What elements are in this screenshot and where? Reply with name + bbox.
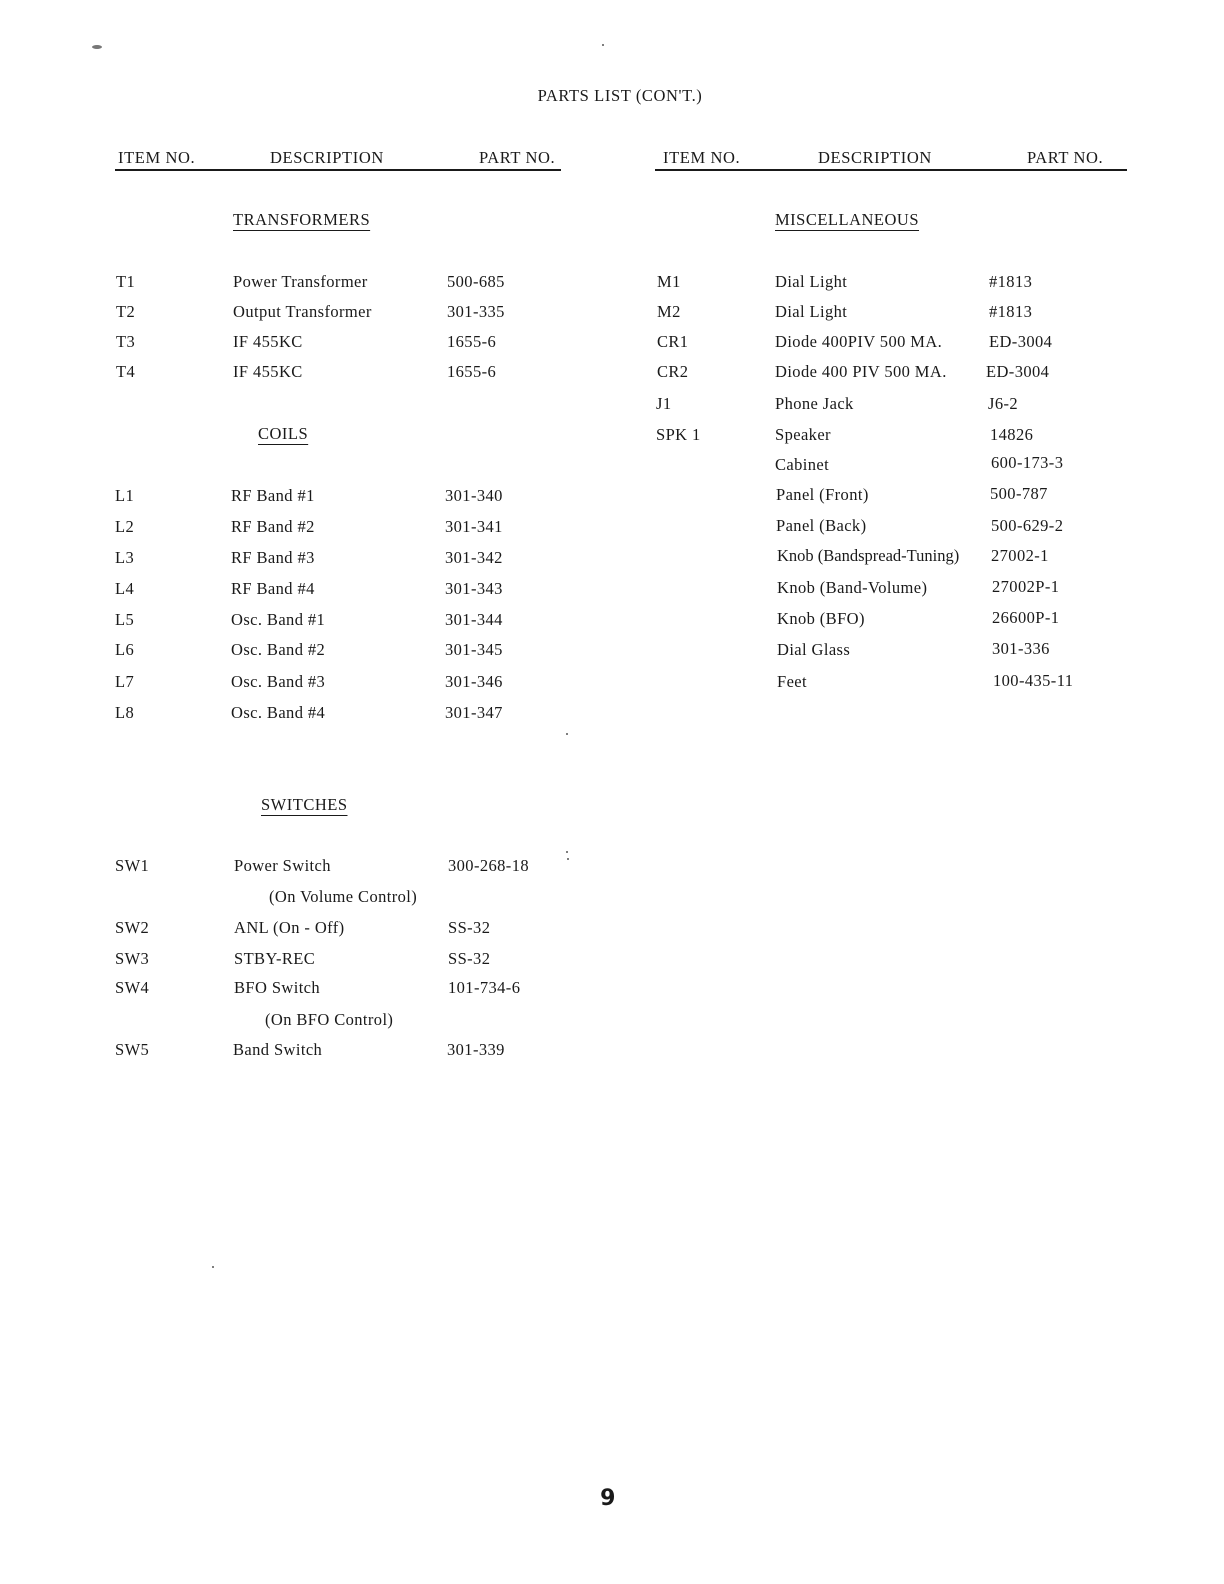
misc-description: Phone Jack [775,394,854,413]
coil-item: L8 [115,703,135,722]
misc-description: Knob (Band-Volume) [777,578,928,597]
scan-speck [567,858,569,860]
misc-item: CR2 [657,362,689,381]
coil-description: RF Band #2 [231,517,315,536]
coil-description: Osc. Band #2 [231,640,326,659]
left-header-item-no: ITEM NO. [118,148,196,167]
transformer-part: 301-335 [447,302,505,321]
switch-description: Band Switch [233,1040,323,1059]
misc-part: #1813 [989,272,1033,291]
misc-item: M2 [657,302,681,321]
transformer-description: Power Transformer [233,272,368,291]
misc-description: Cabinet [775,455,830,474]
misc-part: ED-3004 [989,332,1053,351]
coil-item: L3 [115,548,135,567]
transformer-item: T1 [116,272,136,291]
coil-description: RF Band #3 [231,548,315,567]
misc-description: Knob (BFO) [777,609,865,628]
switch-description: ANL (On - Off) [234,918,345,937]
misc-description: Knob (Bandspread-Tuning) [777,546,960,565]
misc-description: Dial Light [775,302,848,321]
switch-description: STBY-REC [234,949,316,968]
coil-item: L4 [115,579,135,598]
misc-part: 26600P-1 [992,608,1060,627]
right-header-description: DESCRIPTION [818,148,932,167]
transformer-item: T4 [116,362,136,381]
section-heading-transformers: TRANSFORMERS [233,210,371,229]
coil-part: 301-344 [445,610,503,629]
left-header-rule [115,169,561,171]
misc-item: CR1 [657,332,689,351]
right-header-item-no: ITEM NO. [663,148,741,167]
misc-part: J6-2 [988,394,1019,413]
scan-speck [212,1266,214,1268]
section-heading-switches: SWITCHES [261,795,348,814]
misc-description: Feet [777,672,808,691]
misc-description: Panel (Front) [776,485,869,504]
coil-part: 301-340 [445,486,503,505]
misc-part: 500-787 [990,484,1048,503]
coil-description: Osc. Band #1 [231,610,326,629]
switch-part: 301-339 [447,1040,505,1059]
switch-description-note: (On BFO Control) [265,1010,394,1029]
transformer-description: IF 455KC [233,332,303,351]
transformer-part: 1655-6 [447,332,497,351]
coil-part: 301-345 [445,640,503,659]
coil-part: 301-342 [445,548,503,567]
coil-item: L2 [115,517,135,536]
section-heading-miscellaneous: MISCELLANEOUS [775,210,920,229]
switch-item: SW3 [115,949,150,968]
coil-part: 301-341 [445,517,503,536]
misc-part: 301-336 [992,639,1050,658]
right-header-part-no: PART NO. [1027,148,1104,167]
misc-description: Diode 400 PIV 500 MA. [775,362,947,381]
switch-part: SS-32 [448,949,491,968]
misc-part: #1813 [989,302,1033,321]
switch-description-note: (On Volume Control) [269,887,418,906]
section-heading-coils: COILS [258,424,309,443]
switch-item: SW5 [115,1040,150,1059]
misc-item: SPK 1 [656,425,701,444]
switch-part: 300-268-18 [448,856,529,875]
switch-part: 101-734-6 [448,978,521,997]
coil-description: Osc. Band #4 [231,703,326,722]
transformer-part: 500-685 [447,272,505,291]
misc-description: Panel (Back) [776,516,867,535]
right-header-rule [655,169,1127,171]
coil-description: RF Band #1 [231,486,315,505]
coil-item: L6 [115,640,135,659]
coil-description: RF Band #4 [231,579,315,598]
switch-part: SS-32 [448,918,491,937]
transformer-item: T3 [116,332,136,351]
coil-item: L1 [115,486,135,505]
switch-description: BFO Switch [234,978,321,997]
transformer-description: IF 455KC [233,362,303,381]
left-header-part-no: PART NO. [479,148,556,167]
page-title: PARTS LIST (CON'T.) [537,86,703,105]
misc-description: Diode 400PIV 500 MA. [775,332,943,351]
switch-item: SW2 [115,918,150,937]
coil-part: 301-347 [445,703,503,722]
scan-speck [566,733,568,735]
transformer-description: Output Transformer [233,302,372,321]
transformer-item: T2 [116,302,136,321]
misc-description: Speaker [775,425,831,444]
coil-part: 301-343 [445,579,503,598]
switch-item: SW4 [115,978,150,997]
misc-item: M1 [657,272,681,291]
page-number: 9 [600,1486,616,1511]
misc-part: 14826 [990,425,1034,444]
transformer-part: 1655-6 [447,362,497,381]
misc-part: 500-629-2 [991,516,1064,535]
coil-item: L5 [115,610,135,629]
misc-part: ED-3004 [986,362,1050,381]
misc-part: 27002P-1 [992,577,1060,596]
misc-part: 27002-1 [991,546,1049,565]
coil-part: 301-346 [445,672,503,691]
misc-description: Dial Light [775,272,848,291]
scan-speck [92,45,102,49]
left-header-description: DESCRIPTION [270,148,384,167]
coil-item: L7 [115,672,135,691]
switch-description: Power Switch [234,856,331,875]
switch-item: SW1 [115,856,150,875]
coil-description: Osc. Band #3 [231,672,326,691]
misc-description: Dial Glass [777,640,851,659]
scan-speck [602,44,604,46]
misc-part: 600-173-3 [991,453,1064,472]
misc-part: 100-435-11 [993,671,1074,690]
scan-speck [566,851,568,853]
misc-item: J1 [656,394,672,413]
